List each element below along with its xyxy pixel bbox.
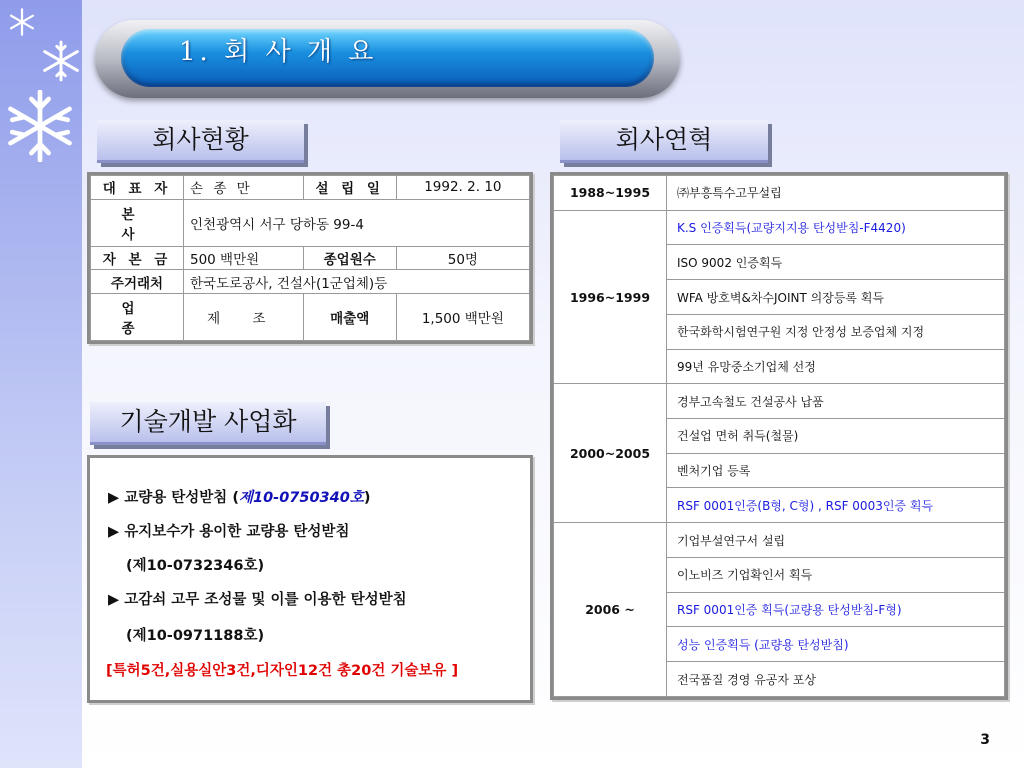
table-cell: 손 종 만 [184, 176, 304, 200]
table-header-cell: 업 종 [91, 294, 184, 341]
table-row [91, 294, 530, 341]
history-period: 2006 ~ [554, 523, 667, 697]
history-item: WFA 방호벽&차수JOINT 의장등록 획득 [667, 280, 1005, 315]
history-item: 성능 인증획득 (교량용 탄성받침) [667, 627, 1005, 662]
company-status-table [90, 175, 530, 341]
table-row [554, 384, 1005, 419]
snowflake-icon [8, 8, 36, 36]
snowflake-icon [4, 90, 76, 162]
table-cell: 인천광역시 서구 당하동 99-4 [184, 199, 530, 246]
history-item: 기업부설연구서 설립 [667, 523, 1005, 558]
history-item: 전국품질 경영 유공자 포상 [667, 662, 1005, 697]
snowflake-icon [40, 40, 82, 82]
history-item: 99년 유망중소기업체 선정 [667, 349, 1005, 384]
history-item: 이노비즈 기업확인서 획득 [667, 557, 1005, 592]
table-cell: 1992. 2. 10 [396, 176, 529, 200]
table-cell: 50명 [396, 246, 529, 270]
patent-text: ▶ 교량용 탄성받침 ( [108, 490, 239, 506]
patent-line [108, 486, 370, 507]
table-cell: 한국도로공사, 건설사(1군업체)등 [184, 270, 530, 294]
history-item: 벤처기업 등록 [667, 453, 1005, 488]
history-period: 1996~1999 [554, 210, 667, 384]
company-status-box [87, 172, 533, 344]
table-header-cell: 매출액 [303, 294, 396, 341]
table-header-cell: 주거래처 [91, 270, 184, 294]
table-cell: 1,500 백만원 [396, 294, 529, 341]
table-cell: 500 백만원 [184, 246, 304, 270]
tech-summary: [특허5건,실용실안3건,디자인12건 총20건 기술보유 ] [106, 663, 459, 679]
section-label-history: 회사연혁 [560, 120, 768, 163]
title-banner [95, 20, 680, 98]
table-row [91, 246, 530, 270]
company-history-table [553, 175, 1005, 697]
table-header-cell: 설 립 일 [303, 176, 396, 200]
history-period: 2000~2005 [554, 384, 667, 523]
table-cell: 제 조 [184, 294, 304, 341]
history-item: RSF 0001인증(B형, C형) , RSF 0003인증 획득 [667, 488, 1005, 523]
history-item: 경부고속철도 건설공사 납품 [667, 384, 1005, 419]
patent-line: ▶ 고감쇠 고무 조성물 및 이를 이용한 탄성받침 [108, 592, 407, 608]
section-label-tech: 기술개발 사업화 [90, 402, 326, 445]
patent-number: (제10-0971188호) [126, 628, 265, 644]
history-item: K.S 인증획득(교량지지용 탄성받침-F4420) [667, 210, 1005, 245]
patent-number: (제10-0732346호) [126, 558, 265, 574]
table-row [91, 199, 530, 246]
table-row [554, 210, 1005, 245]
tech-development-box [87, 455, 533, 703]
table-header-cell: 본 사 [91, 199, 184, 246]
page-title: 1. 회 사 개 요 [179, 37, 378, 67]
history-item: ISO 9002 인증획득 [667, 245, 1005, 280]
table-row [554, 176, 1005, 211]
company-history-box [550, 172, 1008, 700]
table-row [91, 176, 530, 200]
history-item: 건설업 면허 취득(철물) [667, 419, 1005, 454]
table-header-cell: 대 표 자 [91, 176, 184, 200]
sidebar-decoration [0, 0, 82, 768]
table-row [91, 270, 530, 294]
table-row [554, 523, 1005, 558]
patent-number: 제10-0750340호 [238, 490, 364, 506]
patent-text: ) [363, 490, 371, 506]
table-header-cell: 자 본 금 [91, 246, 184, 270]
history-period: 1988~1995 [554, 176, 667, 211]
history-item: ㈜부흥특수고무설립 [667, 176, 1005, 211]
history-item: RSF 0001인증 획득(교량용 탄성받침-F형) [667, 592, 1005, 627]
table-header-cell: 종업원수 [303, 246, 396, 270]
page-number: 3 [980, 732, 990, 748]
history-item: 한국화학시험연구원 지정 안정성 보증업체 지정 [667, 314, 1005, 349]
section-label-status: 회사현황 [97, 120, 304, 163]
patent-line: ▶ 유지보수가 용이한 교량용 탄성받침 [108, 524, 350, 540]
